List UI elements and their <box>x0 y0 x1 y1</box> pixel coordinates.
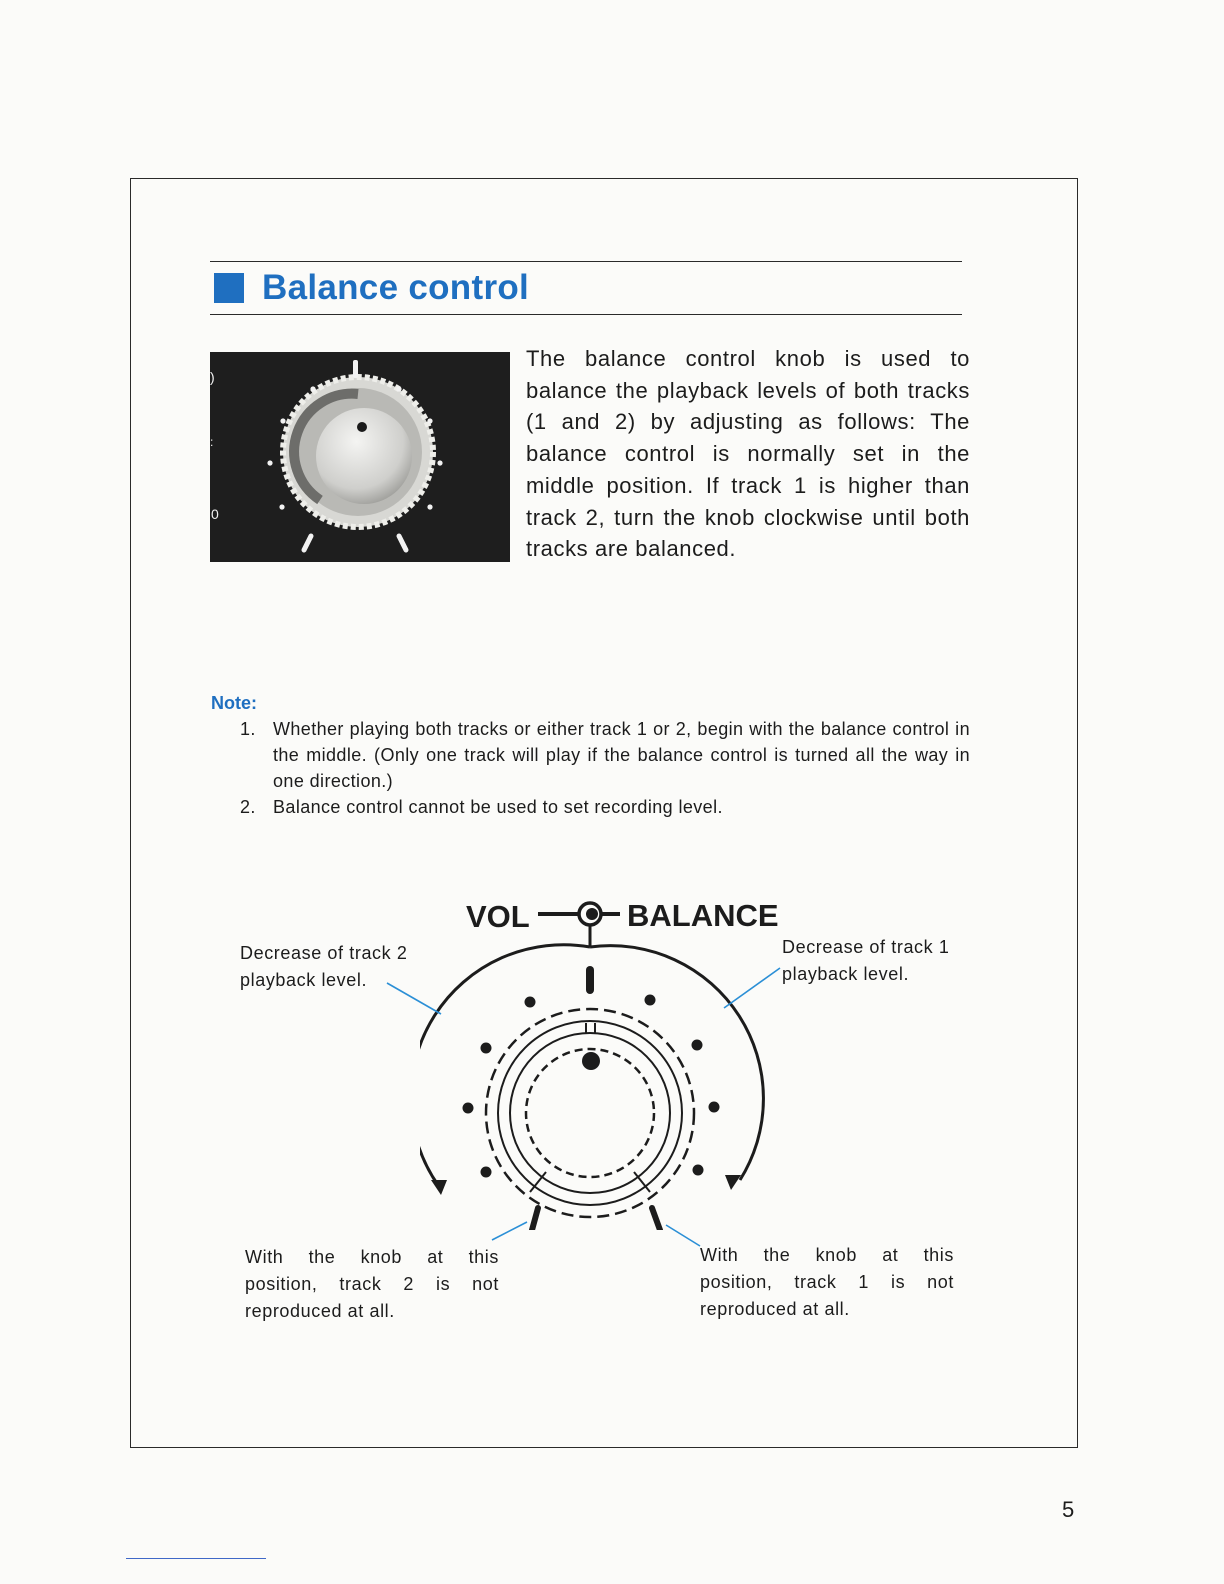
page-number: 5 <box>1062 1497 1075 1522</box>
photo-edge-mark-3: 0 <box>211 506 219 522</box>
cw-arrowhead-icon <box>725 1175 741 1190</box>
callout-line: position, track 2 is not <box>245 1274 499 1294</box>
callout-line: With the knob at this <box>700 1245 954 1265</box>
photo-knob-cap <box>316 408 412 504</box>
balance-knob-diagram <box>420 890 780 1230</box>
vol-label: VOL <box>466 899 530 934</box>
note-item <box>240 794 970 820</box>
callout-line: reproduced at all. <box>700 1299 850 1319</box>
note-item-text: Balance control cannot be used to set recording level. <box>273 797 723 817</box>
ccw-arrowhead-icon <box>431 1180 447 1195</box>
title-rule-bottom <box>210 314 962 315</box>
section-title: Balance control <box>262 268 530 307</box>
callout-decrease-track-2 <box>240 940 407 994</box>
balance-label: BALANCE <box>627 898 779 933</box>
callout-line: With the knob at this <box>245 1247 499 1267</box>
note-list <box>240 716 970 820</box>
top-tick-mark <box>586 966 594 994</box>
right-end-tick <box>652 1208 660 1230</box>
left-end-tick <box>532 1208 538 1230</box>
knob-symbol-core <box>586 908 598 920</box>
callout-track-2-muted <box>245 1244 499 1325</box>
intro-paragraph: The balance control knob is used to balance the playback levels of both tracks (1 and 2) by adjusting as follows: The balance control is normally set in the middle position. If track 1 is higher than track 2, turn the knob clockwise until both tracks are balanced. <box>526 346 970 562</box>
footer-rule <box>126 1558 266 1559</box>
note-item <box>240 716 970 794</box>
note-item-text: Whether playing both tracks or either track 1 or 2, begin with the balance control in the middle. (Only one track will play if the balance control is turned all the way in one direction.) <box>273 719 970 791</box>
callout-decrease-track-1 <box>782 934 949 988</box>
note-item-number: 2. <box>240 797 256 817</box>
knob-photo <box>210 352 510 562</box>
photo-knob-pointer-dot <box>357 422 367 432</box>
heading-square-icon <box>214 273 244 303</box>
callout-line: playback level. <box>240 970 368 990</box>
photo-edge-mark-2: : <box>210 435 214 449</box>
callout-line: reproduced at all. <box>245 1301 395 1321</box>
section-heading <box>214 268 529 308</box>
callout-line: Decrease of track 2 <box>240 943 408 963</box>
photo-edge-mark-1: ) <box>210 369 215 385</box>
callout-line: playback level. <box>782 964 910 984</box>
note-item-number: 1. <box>240 719 256 739</box>
title-rule-top <box>210 261 962 262</box>
note-label: Note: <box>211 693 257 713</box>
photo-top-tick <box>353 360 358 378</box>
callout-line: Decrease of track 1 <box>782 937 950 957</box>
callout-line: position, track 1 is not <box>700 1272 954 1292</box>
knob-pointer-dot <box>582 1052 600 1070</box>
callout-track-1-muted <box>700 1242 954 1323</box>
